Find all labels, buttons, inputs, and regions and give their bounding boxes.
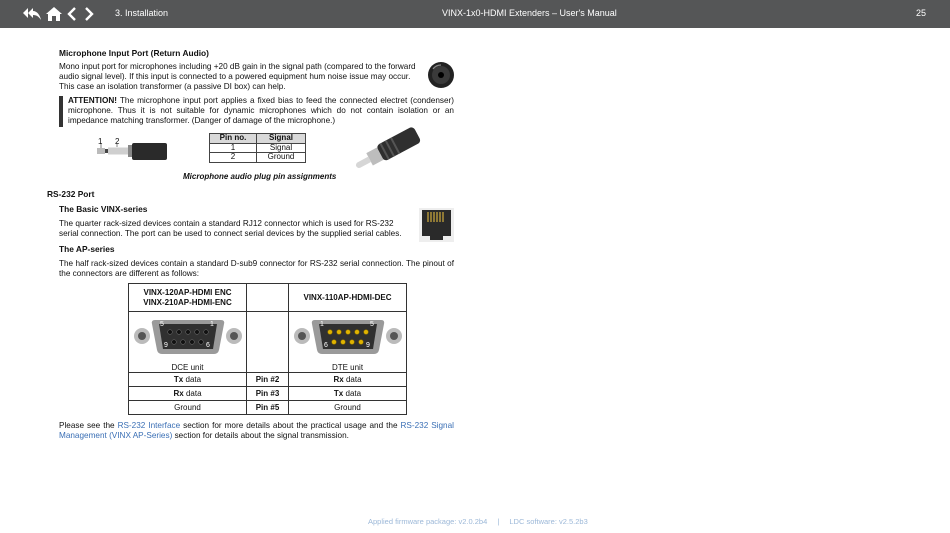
rs232-heading: RS-232 Port [47, 189, 95, 199]
dte-signal-cell [289, 387, 407, 401]
enc-model-1: VINX-120AP-HDMI ENC [143, 288, 232, 297]
attention-label: ATTENTION! [68, 96, 117, 105]
empty-connector-cell [247, 312, 289, 373]
attention-text: The microphone input port applies a fixed bias to feed the connected electret (condenser) microphone. Thus it is not suitable for dynamic microphones which do not contain isolation or an impedance matching transformer. (Danger of damage of the microphone.) [68, 96, 454, 125]
back-to-previous-button[interactable] [22, 0, 42, 28]
mic-caption: Microphone audio plug pin assignments [183, 172, 337, 181]
signal-header: Signal [257, 134, 306, 144]
dce-pin-9-label: 9 [164, 342, 168, 349]
dce-pin-1-label: 1 [210, 321, 214, 328]
basic-vinx-body: The quarter rack-sized devices contain a standard RJ12 connector which is used for RS-232 serial connection. The port can be used to connect serial devices by the supplied serial cables. [59, 219, 402, 238]
document-title: VINX-1x0-HDMI Extenders – User's Manual [442, 8, 617, 18]
dce-pin-6-label: 6 [206, 342, 210, 349]
mic-jack-icon [427, 61, 455, 89]
dce-pin-5-label: 5 [160, 321, 164, 328]
dte-unit-label: DTE unit [331, 363, 364, 372]
top-bar [0, 0, 950, 28]
table-row [210, 153, 306, 163]
signal-cell: Signal [257, 143, 306, 153]
signal-bold: Tx [173, 375, 184, 384]
mono-plug-diagram [95, 143, 170, 161]
pin-cell: 1 [210, 143, 257, 153]
pin-no-header: Pin no. [210, 134, 257, 144]
enc-model-2: VINX-210AP-HDMI-ENC [143, 297, 232, 307]
dce-signal-cell [129, 387, 247, 401]
pin-cell: 2 [210, 153, 257, 163]
dte-pin-9-label: 9 [366, 342, 370, 349]
mic-plug-photo [353, 126, 425, 172]
dte-signal-cell [289, 401, 407, 415]
reply-all-icon [22, 6, 42, 22]
signal-cell: Ground [257, 153, 306, 163]
table-row [129, 401, 407, 415]
dte-connector-cell [289, 312, 407, 373]
plug-pin-label-1: 1 [98, 137, 103, 146]
ap-series-body: The half rack-sized devices contain a standard D-sub9 connector for RS-232 serial connection. The pinout of the connectors are different as follows: [59, 259, 454, 278]
signal-text: data [183, 389, 202, 398]
attention-bar [59, 96, 63, 127]
software-version: LDC software: v2.5.2b3 [509, 517, 588, 526]
see-pre-text: Please see the [59, 421, 118, 430]
rs232-interface-link[interactable]: RS-232 Interface [117, 421, 181, 430]
signal-bold: Tx [333, 389, 344, 398]
dte-pin-5-label: 5 [370, 321, 374, 328]
dte-pin-6-label: 6 [324, 342, 328, 349]
dce-connector-cell [129, 312, 247, 373]
chevron-left-icon [67, 7, 77, 21]
mic-pin-table [209, 133, 306, 163]
basic-vinx-heading: The Basic VINX-series [59, 204, 148, 214]
dsub9-male-diagram [133, 314, 243, 358]
signal-text: Ground [334, 403, 361, 412]
signal-bold: Rx [173, 389, 184, 398]
signal-text: data [343, 389, 362, 398]
footer-separator: | [497, 517, 500, 526]
dce-unit-label: DCE unit [171, 363, 204, 372]
dte-signal-cell [289, 373, 407, 387]
dce-signal-cell [129, 401, 247, 415]
mic-body: Mono input port for microphones including +20 dB gain in the signal path (compared to the forward audio signal level). If this input is connected to a powered equipment hum noise issue may occur. This case an isolation transformer (a passive DI box) can help. [59, 62, 416, 91]
pin-number-cell: Pin #2 [247, 373, 289, 387]
signal-bold: Rx [333, 375, 344, 384]
attention-note [68, 96, 454, 126]
signal-text: data [343, 375, 362, 384]
table-row [129, 387, 407, 401]
previous-page-button[interactable] [65, 0, 79, 28]
ap-series-heading: The AP-series [59, 244, 115, 254]
section-title: 3. Installation [115, 8, 169, 18]
table-row [129, 373, 407, 387]
col-enc-header [129, 284, 247, 312]
rj12-connector-icon [419, 208, 454, 242]
pin-number-cell: Pin #3 [247, 387, 289, 401]
dte-pin-1-label: 1 [320, 321, 324, 328]
see-also-paragraph [59, 421, 454, 441]
chevron-right-icon [84, 7, 94, 21]
firmware-version: Applied firmware package: v2.0.2b4 [368, 517, 488, 526]
page-number: 25 [916, 8, 927, 18]
col-dec-header: VINX-110AP-HDMI-DEC [289, 284, 407, 312]
dsub9-female-diagram [293, 314, 403, 358]
pin-number-cell: Pin #5 [247, 401, 289, 415]
plug-pin-label-2: 2 [115, 137, 120, 146]
dce-signal-cell [129, 373, 247, 387]
signal-text: data [183, 375, 202, 384]
see-mid-text: section for more details about the practical usage and the [180, 421, 401, 430]
next-page-button[interactable] [82, 0, 96, 28]
empty-header-cell [247, 284, 289, 312]
home-button[interactable] [44, 0, 64, 28]
dsub-pinout-table [128, 283, 407, 415]
see-post-text: section for details about the signal transmission. [172, 431, 349, 440]
mic-heading: Microphone Input Port (Return Audio) [59, 48, 209, 58]
footer [368, 517, 588, 526]
rs232-signal-management-link[interactable]: RS-232 Signal Management (VINX AP-Series) [59, 421, 454, 440]
home-icon [45, 6, 63, 22]
signal-text: Ground [174, 403, 201, 412]
